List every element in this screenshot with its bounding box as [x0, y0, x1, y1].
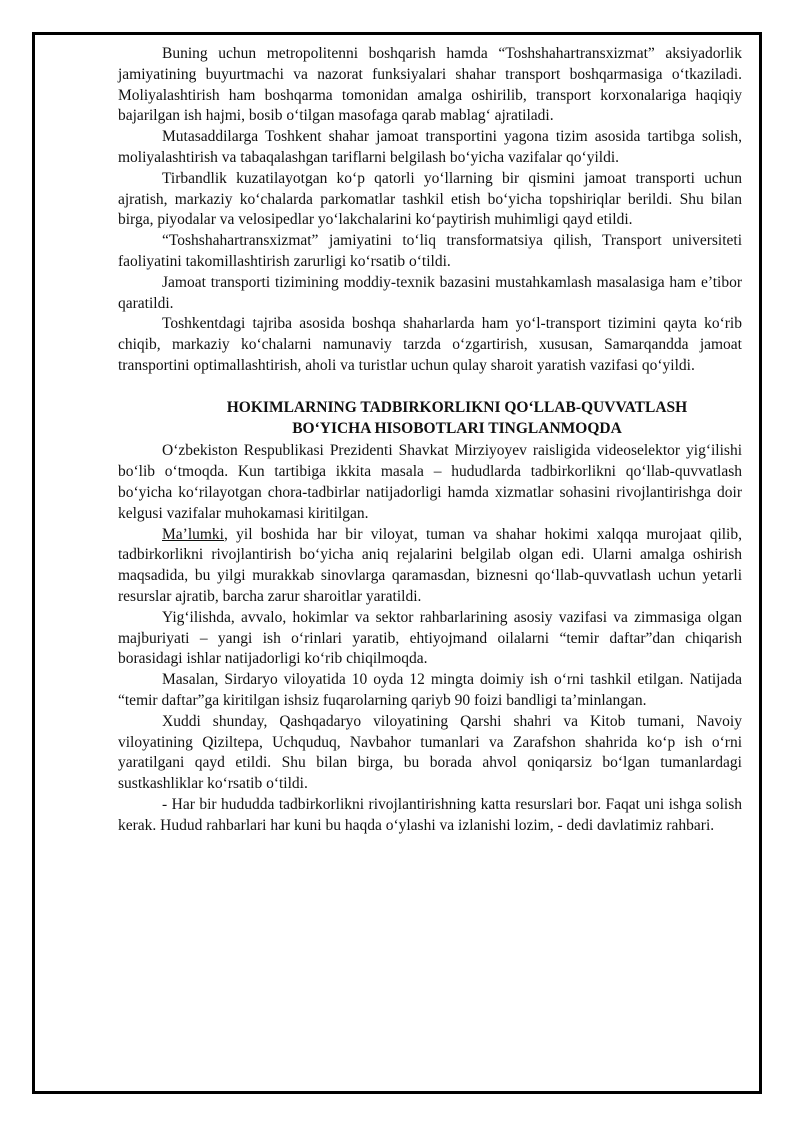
paragraph: - Har bir hududda tadbirkorlikni rivojlantirishning katta resurslari bor. Faqat uni ishga solish kerak. Hudud rahbarlari har kuni bu haqda o‘ylashi va izlanishi lozim, - dedi davlatimiz rahbari.	[118, 795, 742, 834]
paragraph: Toshkentdagi tajriba asosida boshqa shaharlarda ham yo‘l-transport tizimini qayta ko‘rib chiqib, markaziy ko‘chalarni namunaviy tarzda o‘zgartirish, xususan, Samarqandda jamoat transportini optimallashtirish, aholi va turistlar uchun qulay sharoit yaratish vazifasi qo‘yildi.	[118, 315, 742, 374]
paragraph: Xuddi shunday, Qashqadaryo viloyatining Qarshi shahri va Kitob tumani, Navoiy viloyatining Qiziltepa, Uchquduq, Navbahor tumanlari va Zarafshon shahrida ko‘p ish o‘rni yaratilgani qayd etildi. Shu bilan birga, bu borada ahvol qoniqarsiz bo‘lgan tumanlardagi sustkashliklar ko‘rsatib o‘tildi.	[118, 712, 742, 793]
paragraph: Buning uchun metropolitenni boshqarish hamda “Toshshahartransxizmat” aksiyadorlik jamiyatining buyurtmachi va nazorat funksiyalari shahar transport boshqarmasiga o‘tkaziladi. Moliyalashtirish ham boshqarma tomonidan amalga oshirilib, transport korxonalariga haqiqiy bajarilgan ish hajmi, bosib o‘tilgan masofaga qarab mablag‘ ajratiladi.	[118, 45, 742, 125]
paragraph: Masalan, Sirdaryo viloyatida 10 oyda 12 mingta doimiy ish o‘rni tashkil etilgan. Natijada “temir daftar”ga kiritilgan ishsiz fuqarolarning qariyb 90 foizi bandligi ta’minlangan.	[118, 671, 742, 709]
underlined-word: Ma’lumki	[162, 525, 224, 543]
paragraph: Tirbandlik kuzatilayotgan ko‘p qatorli yo‘llarning bir qismini jamoat transporti uchun ajratish, markaziy ko‘chalarda parkomatlar tashkil etish bo‘yicha topshiriqlar berildi. Shu bilan birga, piyodalar va velosipedlar yo‘lakchalarini ko‘paytirish muhimligi qayd etildi.	[118, 169, 742, 229]
heading-line-1: HOKIMLARNING TADBIRKORLIKNI QO‘LLAB-QUVVATLASH	[226, 398, 688, 416]
paragraph-malumki	[118, 525, 742, 608]
section-heading	[118, 398, 742, 440]
paragraph: Yig‘ilishda, avvalo, hokimlar va sektor rahbarlarining asosiy vazifasi va zimmasiga olgan majburiyati – yangi ish o‘rinlari yaratib, ehtiyojmand oilalarni “temir daftar”dan chiqarish borasidagi ishlar natijadorligi ko‘rib chiqilmoqda.	[118, 608, 742, 668]
document-body	[118, 44, 742, 836]
paragraph: Mutasaddilarga Toshkent shahar jamoat transportini yagona tizim asosida tartibga solish, moliyalashtirish va tabaqalashgan tariflarni belgilash bo‘yicha vazifalar qo‘yildi.	[118, 128, 742, 166]
paragraph: O‘zbekiston Respublikasi Prezidenti Shavkat Mirziyoyev raisligida videoselektor yig‘ilishi bo‘lib o‘tmoqda. Kun tartibiga ikkita masala – hududlarda tadbirkorlikni qo‘llab-quvvatlash bo‘yicha ko‘rilayotgan chora-tadbirlar natijadorligi hamda xizmatlar sohasini rivojlantirishga doir kelgusi vazifalar muhokamasi kiritilgan.	[118, 442, 742, 522]
paragraph: “Toshshahartransxizmat” jamiyatini to‘liq transformatsiya qilish, Transport universiteti faoliyatini takomillashtirish zarurligi ko‘rsatib o‘tildi.	[118, 232, 742, 270]
paragraph-text: , yil boshida har bir viloyat, tuman va shahar hokimi xalqqa murojaat qilib, tadbirkorlikni rivojlantirish bo‘yicha aniq rejalarini belgilab olgan edi. Ularni amalga oshirish maqsadida, bu yilgi murakkab sinovlarga qaramasdan, biznesni qo‘llab-quvvatlash uchun yetarli resurslar ajratib, barcha zarur sharoitlar yaratildi.	[118, 525, 742, 605]
paragraph: Jamoat transporti tizimining moddiy-texnik bazasini mustahkamlash masalasiga ham e’tibor qaratildi.	[118, 273, 742, 312]
heading-line-2: BO‘YICHA HISOBOTLARI TINGLANMOQDA	[292, 419, 622, 437]
